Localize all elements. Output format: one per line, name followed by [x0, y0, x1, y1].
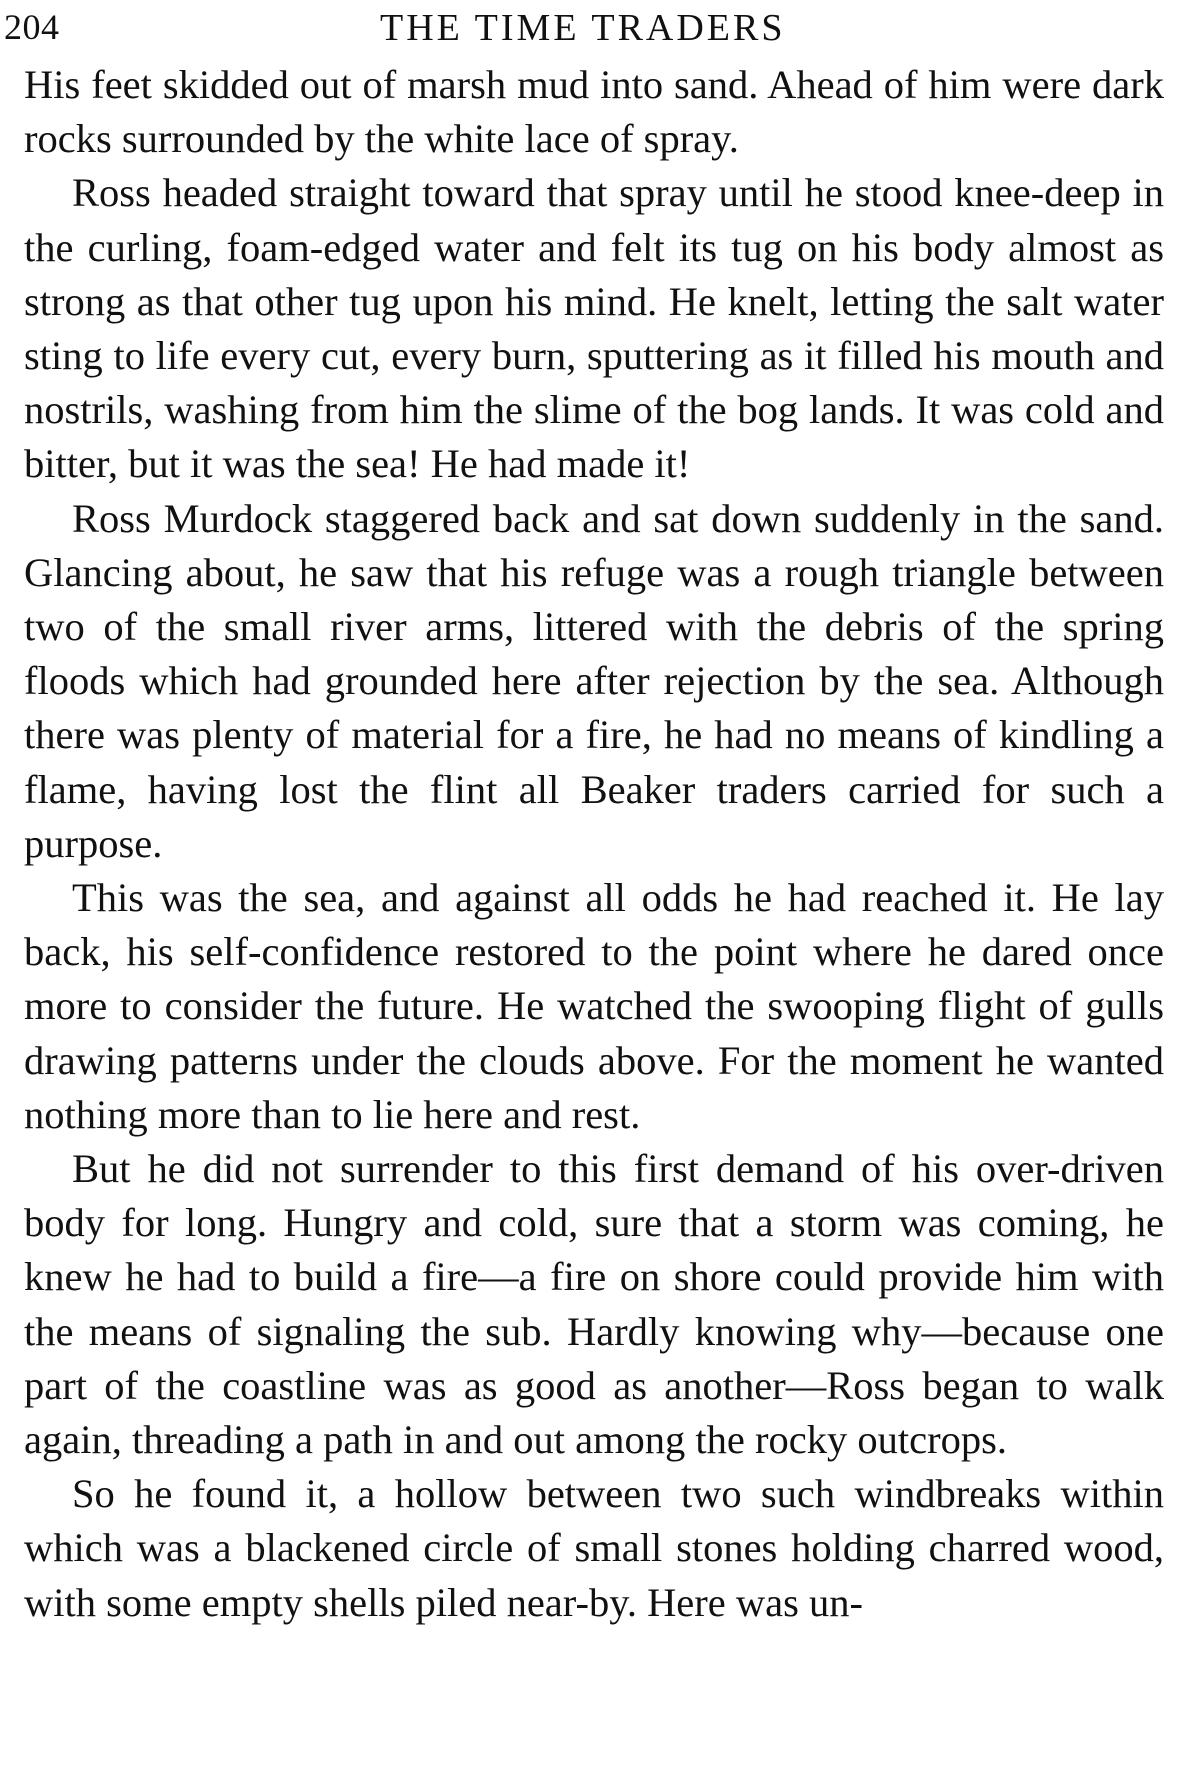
paragraph-1: His feet skidded out of marsh mud into sand. Ahead of him were dark rocks surrounded by the white lace of spray. — [24, 62, 1164, 162]
running-title: THE TIME TRADERS — [380, 7, 786, 49]
page-number: 204 — [4, 7, 60, 47]
paragraph-2: Ross headed straight toward that spray until he stood knee-deep in the curling, foam-edged water and felt its tug on his body almost as strong as that other tug upon his mind. He knelt, letting the salt water sting to life every cut, every burn, sputtering as it filled his mouth and nostrils, washing from him the slime of the bog lands. It was cold and bitter, but it was the sea! He had made it! — [24, 170, 1164, 487]
page-header — [0, 4, 1177, 54]
paragraph-6: So he found it, a hollow between two such windbreaks within which was a blackened circle of small stones holding charred wood, with some empty shells piled near-by. Here was un- — [24, 1471, 1164, 1625]
body-text — [24, 58, 1164, 1630]
paragraph-3: Ross Murdock staggered back and sat down suddenly in the sand. Glancing about, he saw that his refuge was a rough triangle between two of the small river arms, littered with the debris of the spring floods which had grounded here after rejection by the sea. Although there was plenty of material for a fire, he had no means of kindling a flame, having lost the flint all Beaker traders carried for such a purpose. — [24, 495, 1164, 866]
paragraph-5: But he did not surrender to this first demand of his over-driven body for long. Hungry and cold, sure that a storm was coming, he knew he had to build a fire—a fire on shore could provide him with the means of signaling the sub. Hardly knowing why—because one part of the coastline was as good as another—Ross began to walk again, threading a path in and out among the rocky outcrops. — [24, 1146, 1164, 1463]
paragraph-4: This was the sea, and against all odds he had reached it. He lay back, his self-confidence restored to the point where he dared once more to consider the future. He watched the swooping flight of gulls drawing patterns under the clouds above. For the moment he wanted nothing more than to lie here and rest. — [24, 875, 1164, 1137]
